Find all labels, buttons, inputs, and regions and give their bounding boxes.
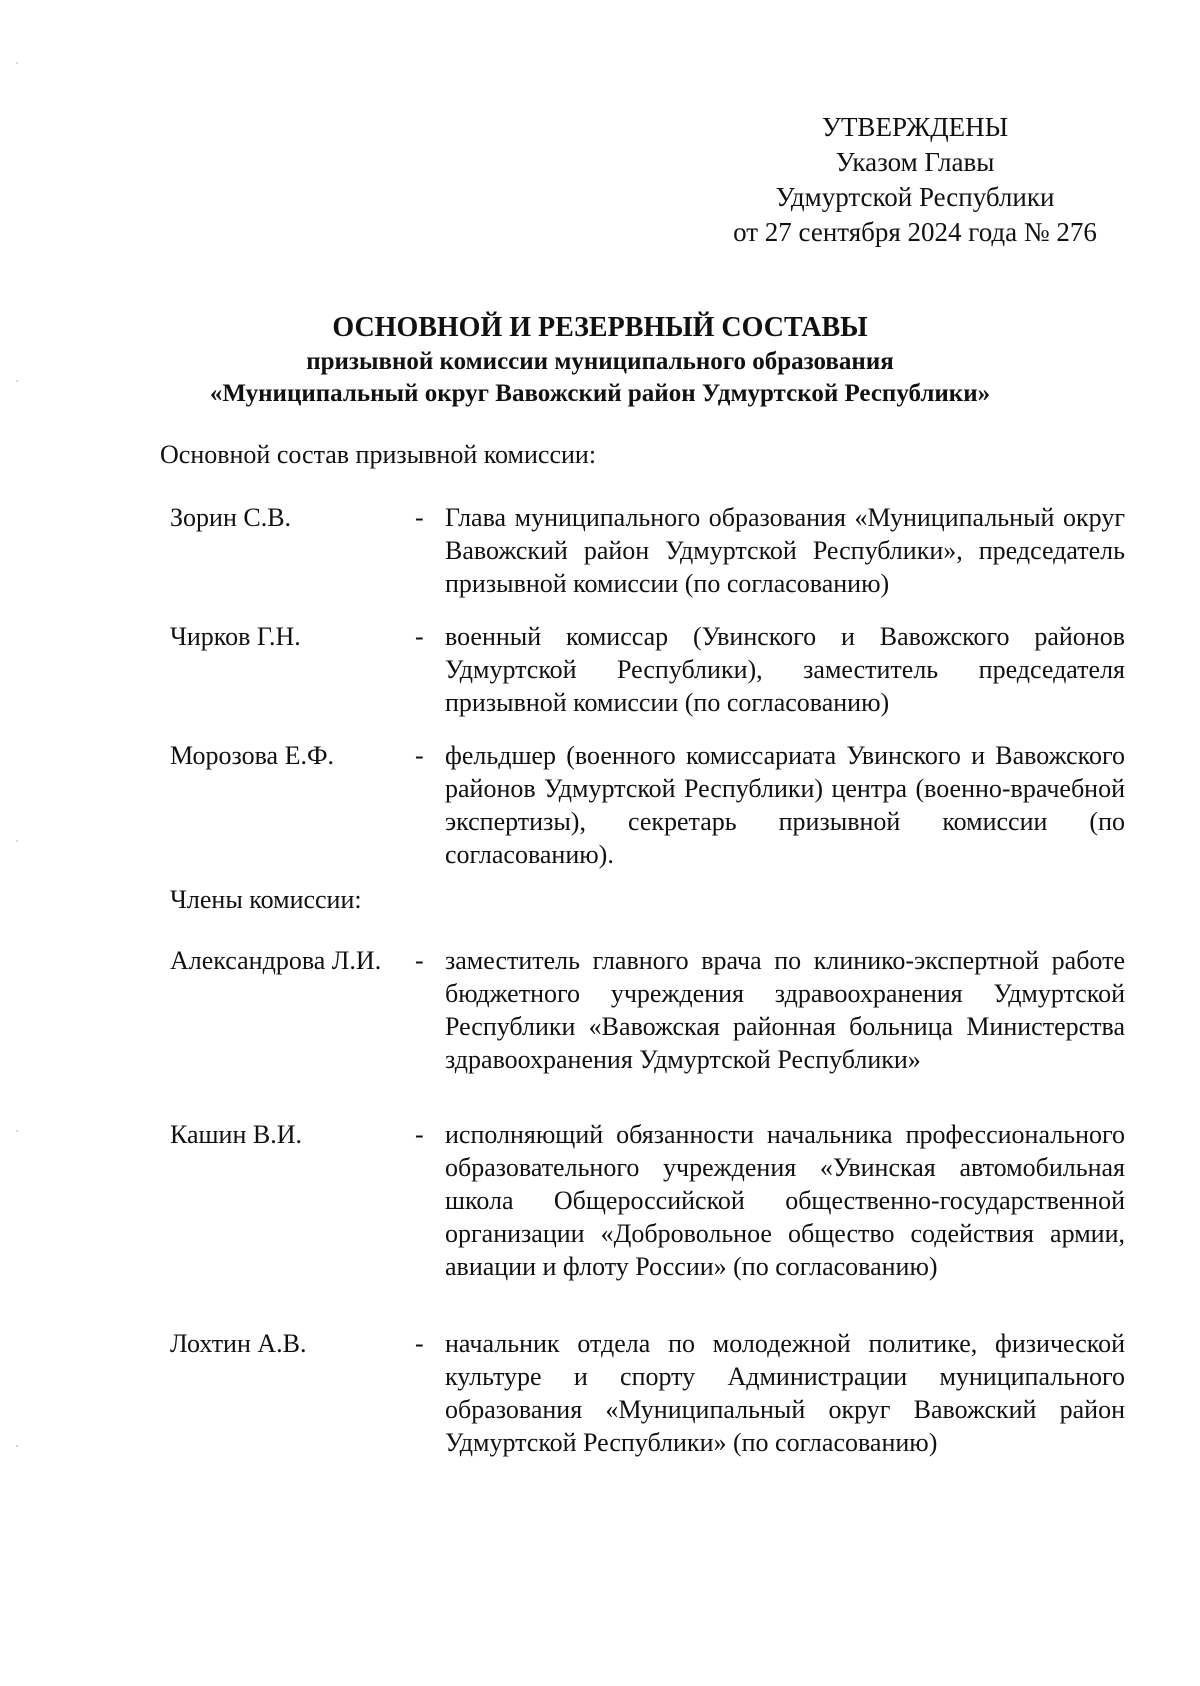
commission-members-heading: Члены комиссии:	[170, 885, 362, 914]
scan-mark	[16, 1445, 18, 1447]
member-dash: -	[415, 946, 424, 975]
member-role: начальник отдела по молодежной политике, физической культуре и спорту Администрации муниципального образования «Муниципальный округ Вавожский район Удмуртской Республики» (по согласованию)	[445, 1329, 1125, 1457]
member-entry	[170, 739, 1125, 871]
member-role: фельдшер (военного комиссариата Увинского и Вавожского районов Удмуртской Республики) центра (военно-врачебной экспертизы), секретарь призывной комиссии (по согласованию).	[445, 741, 1125, 869]
scan-mark	[16, 1130, 18, 1132]
member-entry	[170, 620, 1125, 719]
member-role: Глава муниципального образования «Муниципальный округ Вавожский район Удмуртской Республики», председатель призывной комиссии (по согласованию)	[445, 503, 1125, 598]
member-name: Зорин С.В.	[170, 503, 292, 532]
approval-date-line: от 27 сентября 2024 года № 276	[733, 217, 1097, 247]
title-line-3: «Муниципальный округ Вавожский район Удмуртской Республики»	[209, 380, 991, 407]
member-entry	[170, 1118, 1125, 1283]
member-role: исполняющий обязанности начальника профессионального образовательного учреждения «Увинская автомобильная школа Общероссийской общественно-государственной организации «Добровольное общество содействия армии, авиации и флоту России» (по согласованию)	[445, 1120, 1125, 1281]
member-name: Лохтин А.В.	[170, 1329, 307, 1358]
document-title	[120, 310, 1080, 410]
member-name: Морозова Е.Ф.	[170, 741, 334, 770]
member-name: Александрова Л.И.	[170, 946, 382, 975]
scan-mark	[16, 62, 18, 64]
title-line-1: ОСНОВНОЙ И РЕЗЕРВНЫЙ СОСТАВЫ	[332, 312, 868, 343]
scan-mark	[16, 840, 18, 842]
title-line-2: призывной комиссии муниципального образования	[306, 348, 894, 375]
member-entry	[170, 1327, 1125, 1459]
member-entry	[170, 944, 1125, 1076]
approval-stamp	[700, 110, 1130, 250]
member-dash: -	[415, 622, 424, 651]
member-entry	[170, 501, 1125, 600]
approval-decree-line: Указом Главы	[835, 147, 995, 177]
member-dash: -	[415, 1329, 424, 1358]
member-role: военный комиссар (Увинского и Вавожского районов Удмуртской Республики), заместитель председателя призывной комиссии (по согласованию)	[445, 622, 1125, 717]
approval-republic-line: Удмуртской Республики	[775, 182, 1055, 212]
member-dash: -	[415, 503, 424, 532]
member-dash: -	[415, 1120, 424, 1149]
member-name: Чирков Г.Н.	[170, 622, 301, 651]
main-composition-heading: Основной состав призывной комиссии:	[160, 440, 597, 469]
member-name: Кашин В.И.	[170, 1120, 303, 1149]
scan-mark	[16, 380, 18, 382]
approval-heading: УТВЕРЖДЕНЫ	[821, 112, 1009, 142]
member-dash: -	[415, 741, 424, 770]
member-role: заместитель главного врача по клинико-экспертной работе бюджетного учреждения здравоохранения Удмуртской Республики «Вавожская районная больница Министерства здравоохранения Удмуртской Республики»	[445, 946, 1125, 1074]
